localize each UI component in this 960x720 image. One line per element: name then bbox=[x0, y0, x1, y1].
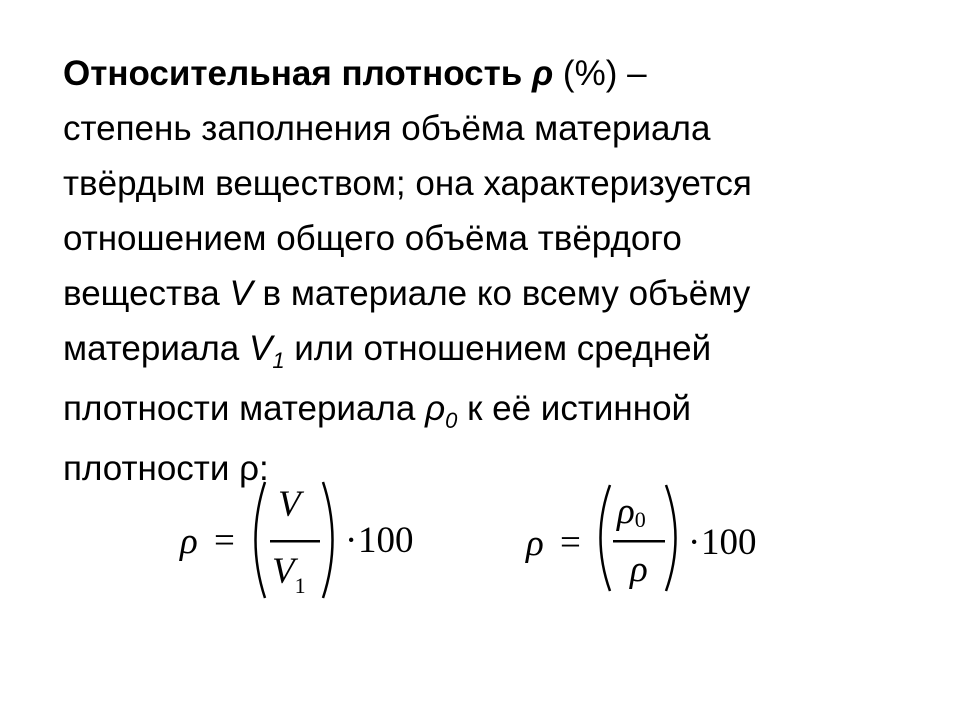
symbol-rho0: ρ bbox=[425, 389, 446, 428]
formula2-lhs: ρ bbox=[526, 523, 544, 564]
text-line-8: плотности ρ: bbox=[63, 449, 269, 488]
formula1-times: · bbox=[345, 520, 358, 561]
formula2-times: · bbox=[688, 522, 701, 563]
symbol-rho: ρ bbox=[532, 54, 554, 93]
formula2-denominator: ρ bbox=[630, 549, 648, 590]
formula1-numerator: V bbox=[278, 484, 301, 525]
symbol-V: V bbox=[229, 274, 253, 313]
text-line-4: отношением общего объёма твёрдого bbox=[63, 219, 682, 258]
formula2-right-paren bbox=[661, 483, 691, 593]
percent-note: (%) – bbox=[553, 54, 647, 93]
text-line-2: степень заполнения объёма материала bbox=[63, 109, 711, 148]
formula2-equals: = bbox=[560, 522, 581, 563]
text-line-5: вещества V в материале ко всему объёму bbox=[63, 274, 751, 313]
formula2-fraction-bar bbox=[613, 540, 665, 544]
formula1-equals: = bbox=[214, 520, 235, 561]
formula2-factor: 100 bbox=[701, 522, 757, 563]
formula2-left-paren bbox=[585, 483, 615, 593]
formula1-denominator: $V_1$ bbox=[272, 551, 306, 598]
symbol-V1: V bbox=[248, 329, 273, 368]
formula2-numerator: ρ0 bbox=[617, 491, 646, 532]
text-line-3: твёрдым веществом; она характеризуется bbox=[63, 164, 752, 203]
text-line-7: плотности материала $\rho_0$ к её истинной bbox=[63, 389, 692, 433]
formula1-factor: 100 bbox=[358, 520, 414, 561]
formula1-lhs: ρ bbox=[180, 521, 198, 562]
text-line-6: материала $V_1$ или отношением средней bbox=[63, 329, 712, 373]
term-relative-density: Относительная плотность bbox=[63, 54, 523, 93]
